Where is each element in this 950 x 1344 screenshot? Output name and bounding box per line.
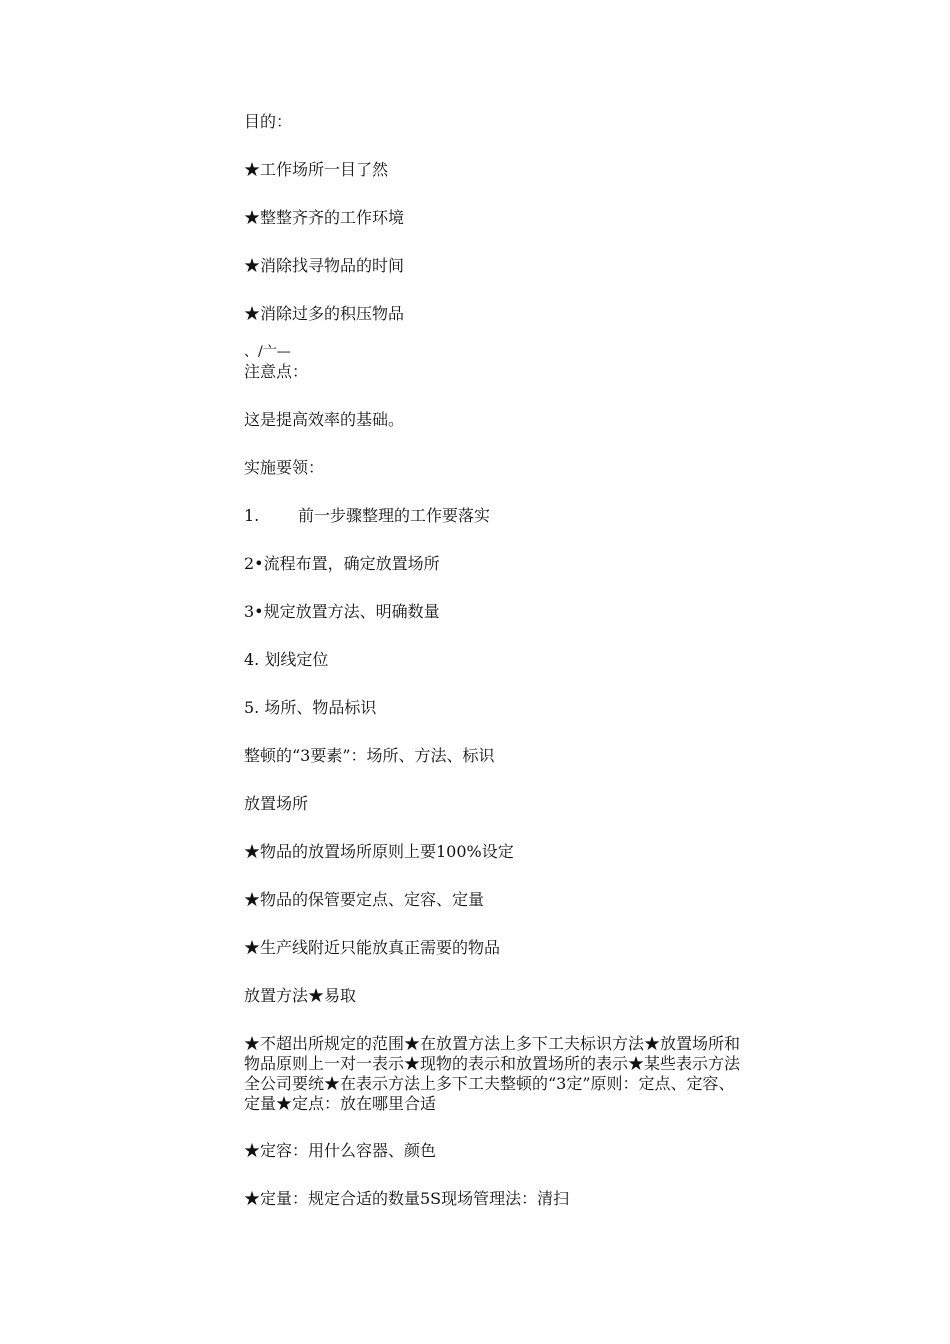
implementation-step: 3•规定放置方法、明确数量 [244,602,440,621]
fixed-quantity-line: ★定量：规定合适的数量5S现场管理法：清扫 [244,1189,570,1208]
purpose-heading: 目的： [244,112,293,131]
scan-artifact-text: 、/亠— [244,344,291,360]
step-text: 前一步骤整理的工作要落实 [298,506,491,525]
purpose-item: ★整整齐齐的工作环境 [244,208,405,227]
implementation-heading: 实施要领： [244,458,325,477]
placement-location-item: ★物品的放置场所原则上要100%设定 [244,842,514,861]
long-paragraph [244,1034,784,1114]
placement-location-item: ★生产线附近只能放真正需要的物品 [244,938,501,957]
paragraph-line: 物品原则上一对一表示★现物的表示和放置场所的表示★某些表示方法 [244,1054,741,1073]
purpose-item: ★工作场所一目了然 [244,160,389,179]
notes-heading: 注意点： [244,362,309,381]
paragraph-line: ★不超出所规定的范围★在放置方法上多下工夫标识方法★放置场所和 [244,1034,741,1053]
placement-method-heading: 放置方法★易取 [244,986,357,1005]
implementation-step [244,506,490,526]
paragraph-line: 定量★定点：放在哪里合适 [244,1094,437,1113]
purpose-item: ★消除找寻物品的时间 [244,256,405,275]
implementation-step: 2•流程布置，确定放置场所 [244,554,440,573]
notes-text: 这是提高效率的基础。 [244,410,405,429]
fixed-container-line: ★定容：用什么容器、颜色 [244,1141,437,1160]
implementation-step: 4. 划线定位 [244,650,329,669]
step-number: 1. [244,506,260,525]
three-elements-line: 整顿的“3要素”：场所、方法、标识 [244,746,495,765]
implementation-step: 5. 场所、物品标识 [244,698,377,717]
placement-location-heading: 放置场所 [244,794,309,813]
placement-location-item: ★物品的保管要定点、定容、定量 [244,890,485,909]
purpose-item: ★消除过多的积压物品 [244,304,405,323]
paragraph-line: 全公司要统★在表示方法上多下工夫整顿的“3定”原则：定点、定容、 [244,1074,735,1093]
